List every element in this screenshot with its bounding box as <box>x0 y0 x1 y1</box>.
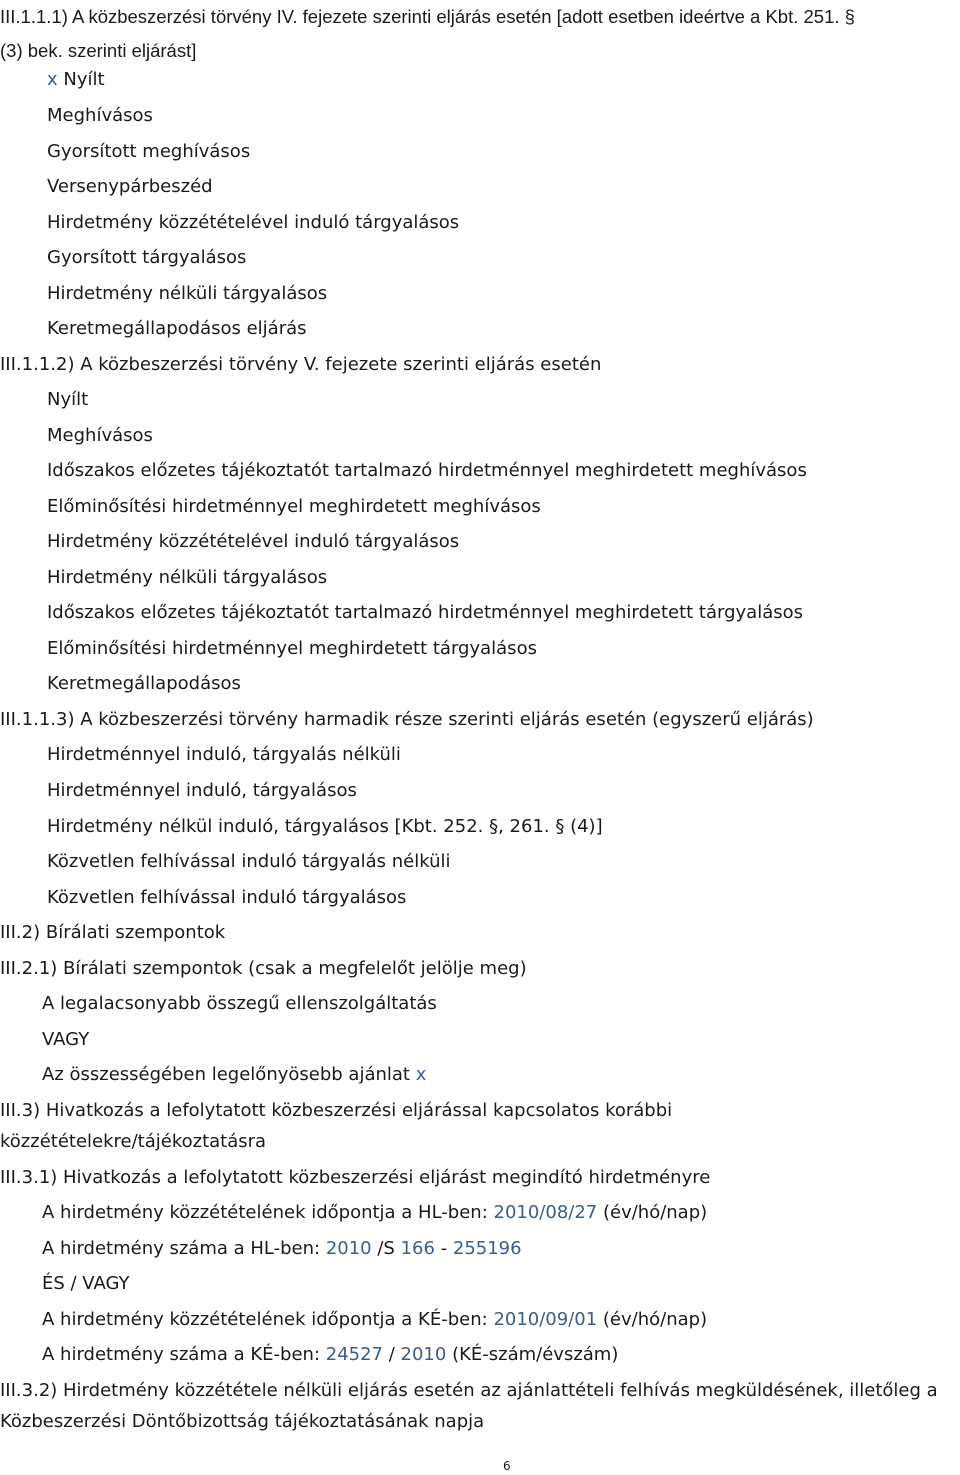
option-legalacsonyabb-osszeg: A legalacsonyabb összegű ellenszolgáltatás <box>42 993 437 1014</box>
selected-mark: x <box>415 1064 427 1085</box>
page-number: 6 <box>503 1459 511 1473</box>
option-hirdetmennyel-targyalas-nelkuli: Hirdetménnyel induló, tárgyalás nélküli <box>47 744 401 765</box>
and-or-text: ÉS / VAGY <box>42 1273 130 1294</box>
option-hirdetmeny-kozzetetelevel: Hirdetmény közzétételével induló tárgyalásos <box>47 531 460 552</box>
option-nyilt: Nyílt <box>47 389 89 410</box>
ke-date-suffix: (év/hó/nap) <box>597 1309 708 1330</box>
section-3-1-heading: III.3.1) Hivatkozás a lefolytatott közbeszerzési eljárást megindító hirdetményre <box>0 1167 711 1188</box>
section-3-2-heading-line1: III.3.2) Hirdetmény közzététele nélküli eljárás esetén az ajánlattételi felhívás megküldésének, illetőleg a <box>0 1380 938 1401</box>
section-1-1-3-heading: III.1.1.3) A közbeszerzési törvény harmadik része szerinti eljárás esetén (egyszerű eljárás) <box>0 709 814 730</box>
option-idoszakos-targyalasos: Időszakos előzetes tájékoztatót tartalmazó hirdetménnyel meghirdetett tárgyalásos <box>47 602 804 623</box>
section-2-1-heading: III.2.1) Bírálati szempontok (csak a megfelelőt jelölje meg) <box>0 958 527 979</box>
hl-date-value: 2010/08/27 <box>493 1202 598 1223</box>
ke-number-year: 2010 <box>400 1344 447 1365</box>
or-text: VAGY <box>42 1029 90 1050</box>
option-hirdetmennyel-targyalasos: Hirdetménnyel induló, tárgyalásos <box>47 780 357 801</box>
hl-number-sep2: - <box>434 1238 453 1259</box>
option-kozvetlen-targyalas-nelkuli: Közvetlen felhívással induló tárgyalás nélküli <box>47 851 451 872</box>
hl-number-sep1: /S <box>371 1238 401 1259</box>
option-hirdetmeny-nelkul-targyalasos: Hirdetmény nélkül induló, tárgyalásos [Kbt. 252. §, 261. § (4)] <box>47 816 603 837</box>
hl-notice-number <box>42 1237 522 1261</box>
ke-notice-number <box>42 1343 618 1367</box>
hl-number-id: 255196 <box>452 1238 522 1259</box>
option-keretmegallapodasos: Keretmegállapodásos <box>47 673 241 694</box>
option-idoszakos-meghivasos: Időszakos előzetes tájékoztatót tartalmazó hirdetménnyel meghirdetett meghívásos <box>47 460 807 481</box>
section-3-2-heading-line2: Közbeszerzési Döntőbizottság tájékoztatásának napja <box>0 1411 485 1432</box>
option-kozvetlen-targyalasos: Közvetlen felhívással induló tárgyalásos <box>47 887 407 908</box>
option-versenyparbeszed: Versenypárbeszéd <box>47 176 213 197</box>
hl-publication-date <box>42 1201 707 1225</box>
option-nyilt-selected <box>47 68 105 92</box>
option-label: Az összességében legelőnyösebb ajánlat <box>42 1064 410 1085</box>
ke-number-suffix: (KÉ-szám/évszám) <box>446 1344 619 1365</box>
option-meghivasos: Meghívásos <box>47 105 153 126</box>
option-elominositesi-meghivasos: Előminősítési hirdetménnyel meghirdetett meghívásos <box>47 496 541 517</box>
selected-mark: x <box>47 69 58 90</box>
section-1-1-1-heading-line2: (3) bek. szerinti eljárást] <box>0 40 197 61</box>
option-gyorsitott-meghivasos: Gyorsított meghívásos <box>47 141 251 162</box>
ke-number-label: A hirdetmény száma a KÉ-ben: <box>42 1344 326 1365</box>
section-3-heading-line2: közzétételekre/tájékoztatásra <box>0 1131 267 1152</box>
section-1-1-2-heading: III.1.1.2) A közbeszerzési törvény V. fejezete szerinti eljárás esetén <box>0 354 602 375</box>
section-1-1-1-heading-line1: III.1.1.1) A közbeszerzési törvény IV. fejezete szerinti eljárás esetén [adott esetben ideértve a Kbt. 251. § <box>0 6 855 27</box>
section-3-heading-line1: III.3) Hivatkozás a lefolytatott közbeszerzési eljárással kapcsolatos korábbi <box>0 1100 673 1121</box>
hl-number-year: 2010 <box>325 1238 372 1259</box>
hl-date-suffix: (év/hó/nap) <box>597 1202 708 1223</box>
ke-date-value: 2010/09/01 <box>493 1309 598 1330</box>
option-hirdetmeny-nelkuli: Hirdetmény nélküli tárgyalásos <box>47 567 328 588</box>
hl-number-label: A hirdetmény száma a HL-ben: <box>42 1238 326 1259</box>
ke-number-sep: / <box>383 1344 401 1365</box>
option-meghivasos: Meghívásos <box>47 425 153 446</box>
option-label: Nyílt <box>63 69 105 90</box>
ke-number-value: 24527 <box>325 1344 384 1365</box>
option-gyorsitott-targyalasos: Gyorsított tárgyalásos <box>47 247 247 268</box>
option-keretmegallapodasos-eljaras: Keretmegállapodásos eljárás <box>47 318 307 339</box>
option-legelonyosebb-selected <box>42 1063 426 1087</box>
ke-publication-date <box>42 1308 707 1332</box>
option-elominositesi-targyalasos: Előminősítési hirdetménnyel meghirdetett tárgyalásos <box>47 638 537 659</box>
hl-number-s: 166 <box>400 1238 435 1259</box>
ke-date-label: A hirdetmény közzétételének időpontja a KÉ-ben: <box>42 1309 494 1330</box>
section-2-heading: III.2) Bírálati szempontok <box>0 922 226 943</box>
option-hirdetmeny-kozzetetelevel: Hirdetmény közzétételével induló tárgyalásos <box>47 212 460 233</box>
option-hirdetmeny-nelkuli: Hirdetmény nélküli tárgyalásos <box>47 283 328 304</box>
hl-date-label: A hirdetmény közzétételének időpontja a HL-ben: <box>42 1202 494 1223</box>
